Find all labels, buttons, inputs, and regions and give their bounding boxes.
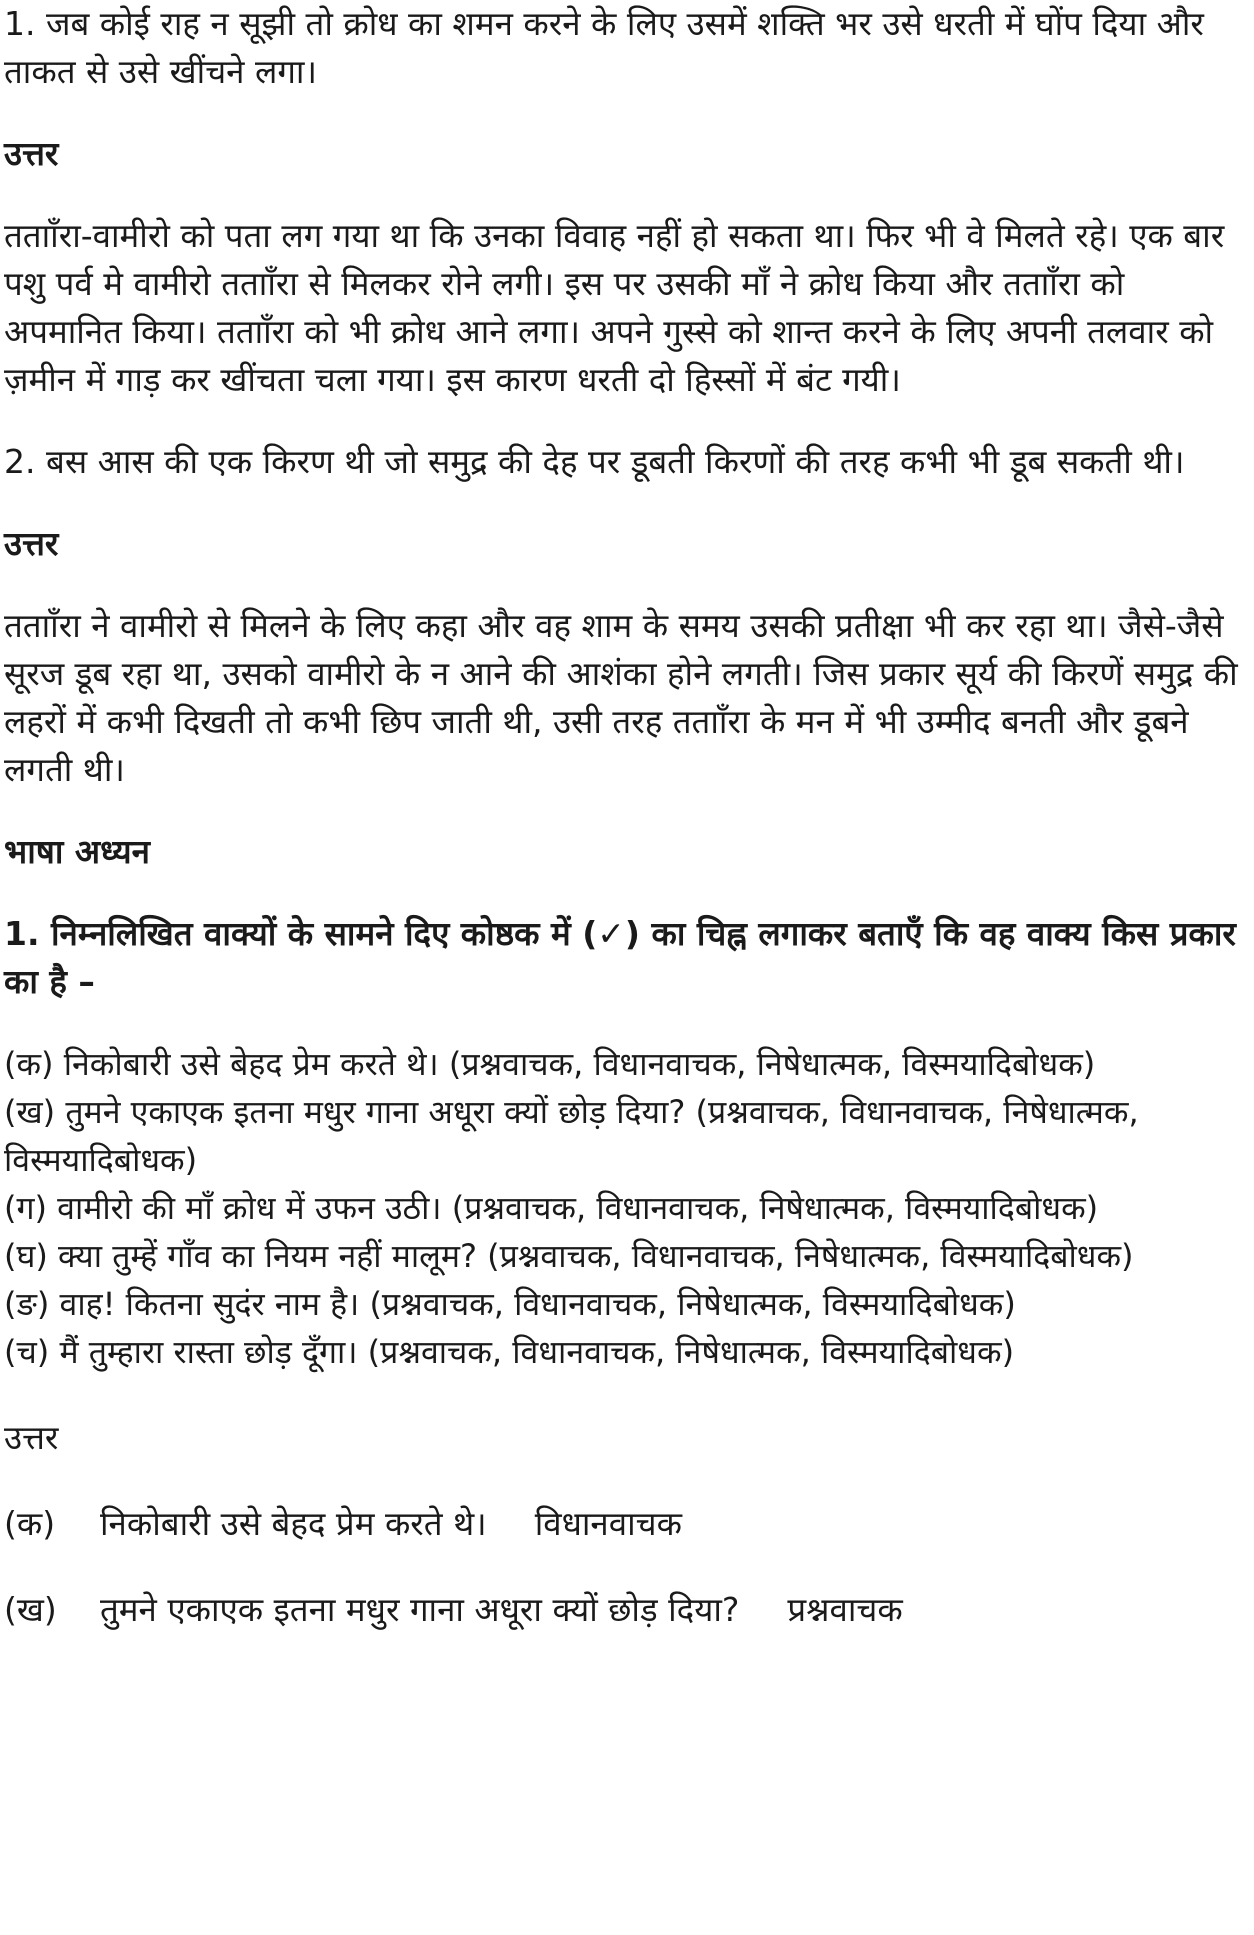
- option-nga: (ङ) वाह! कितना सुदंर नाम है। (प्रश्नवाचक, विधानवाचक, निषेधात्मक, विस्मयादिबोधक): [4, 1285, 1016, 1323]
- answer-1-text: ततााँरा-वामीरो को पता लग गया था कि उनका विवाह नहीं हो सकता था। फिर भी वे मिलते रहे। एक बार पशु पर्व मे वामीरो ततााँरा से मिलकर रोने लगी। इस पर उसकी माँ ने क्रोध किया और ततााँरा को अपमानित किया। ततााँरा को भी क्रोध आने लगा। अपने गुस्से को शान्त करने के लिए अपनी तलवार को ज़मीन में गाड़ कर खींचता चला गया। इस कारण धरती दो हिस्सों में बंट गयी।: [4, 216, 1225, 399]
- question-2-text: 2. बस आस की एक किरण थी जो समुद्र की देह पर डूबती किरणों की तरह कभी भी डूब सकती थी।: [4, 442, 1185, 481]
- answer-row-sentence: तुमने एकाएक इतना मधुर गाना अधूरा क्यों छोड़ दिया?: [100, 1590, 740, 1629]
- option-kha: (ख) तुमने एकाएक इतना मधुर गाना अधूरा क्यों छोड़ दिया? (प्रश्नवाचक, विधानवाचक, निषेधात्मक, विस्मयादिबोधक): [4, 1093, 1139, 1179]
- answer-3-heading: उत्तर: [4, 1418, 59, 1457]
- exercise-question: 1. निम्नलिखित वाक्यों के सामने दिए कोष्ठक में (✓) का चिह्न लगाकर बताएँ कि वह वाक्य किस प्रकार का है –: [4, 914, 1236, 1001]
- option-cha: (च) मैं तुम्हारा रास्ता छोड़ दूँगा। (प्रश्नवाचक, विधानवाचक, निषेधात्मक, विस्मयादिबोधक): [4, 1333, 1015, 1371]
- answer-row-label: (क): [4, 1504, 56, 1543]
- answer-row-label: (ख): [4, 1590, 57, 1629]
- answer-1-heading: उत्तर: [4, 134, 59, 173]
- answer-2-text: ततााँरा ने वामीरो से मिलने के लिए कहा और वह शाम के समय उसकी प्रतीक्षा भी कर रहा था। जैसे-जैसे सूरज डूब रहा था, उसको वामीरो के न आने की आशंका होने लगती। जिस प्रकार सूर्य की किरणें समुद्र की लहरों में कभी दिखती तो कभी छिप जाती थी, उसी तरह ततााँरा के मन में भी उम्मीद बनती और डूबने लगती थी।: [4, 606, 1238, 789]
- section-title: भाषा अध्यन: [4, 832, 150, 871]
- option-gha: (घ) क्या तुम्हें गाँव का नियम नहीं मालूम? (प्रश्नवाचक, विधानवाचक, निषेधात्मक, विस्मयादिबोधक): [4, 1237, 1134, 1275]
- option-ka: (क) निकोबारी उसे बेहद प्रेम करते थे। (प्रश्नवाचक, विधानवाचक, निषेधात्मक, विस्मयादिबोधक): [4, 1045, 1096, 1083]
- answer-2-heading: उत्तर: [4, 524, 59, 563]
- options-list: [4, 1040, 1250, 1376]
- option-ga: (ग) वामीरो की माँ क्रोध में उफन उठी। (प्रश्नवाचक, विधानवाचक, निषेधात्मक, विस्मयादिबोधक): [4, 1189, 1099, 1227]
- answer-row-type: प्रश्नवाचक: [787, 1590, 903, 1629]
- answer-row-type: विधानवाचक: [534, 1504, 682, 1543]
- document-page: [4, 0, 1250, 1634]
- answer-row: [4, 1586, 1250, 1634]
- answer-row: [4, 1500, 1250, 1548]
- answer-row-sentence: निकोबारी उसे बेहद प्रेम करते थे।: [100, 1504, 487, 1543]
- question-1-text: 1. जब कोई राह न सूझी तो क्रोध का शमन करने के लिए उसमें शक्ति भर उसे धरती में घोंप दिया और ताकत से उसे खींचने लगा।: [4, 4, 1204, 91]
